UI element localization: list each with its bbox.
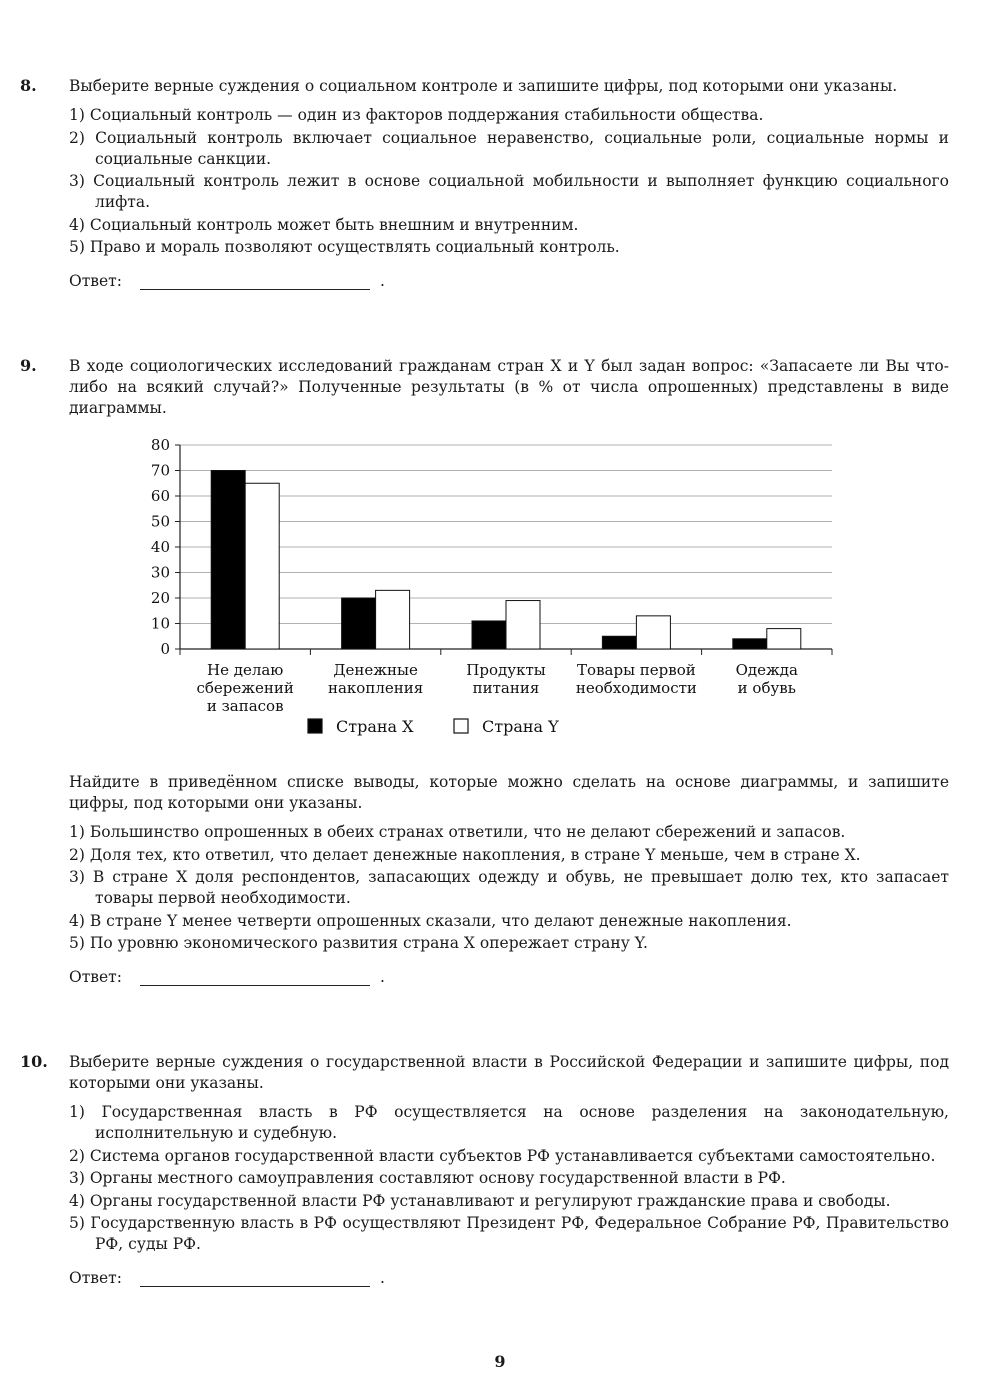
bar-country-y [506,601,540,649]
option-5: 5) Государственную власть в РФ осуществляют Президент РФ, Федеральное Собрание РФ, Правительство РФ, суды РФ. [69,1214,949,1253]
y-tick-label: 40 [150,538,170,556]
bar-country-x [472,621,506,649]
option-2: 2) Доля тех, кто ответил, что делает денежные накопления, в стране Y меньше, чем в стране X. [69,845,861,864]
bar-country-x [342,598,376,649]
answer-dot: . [379,968,385,986]
x-tick-label: питания [472,679,540,697]
answer-dot: . [379,1269,385,1287]
option-1: 1) Большинство опрошенных в обеих странах ответили, что не делают сбережений и запасов. [69,823,846,841]
x-tick-label: и обувь [737,679,796,697]
page-number: 9 [494,1352,506,1371]
y-tick-label: 20 [150,589,170,607]
option-4: 4) Социальный контроль может быть внешним и внутренним. [69,215,579,234]
answer-dot: . [379,272,385,290]
y-tick-label: 50 [150,512,170,531]
y-tick-label: 10 [150,614,170,633]
option-1: 1) Государственная власть в РФ осуществляется на основе разделения на законодательную, исполнительную и судебную. [69,1103,949,1142]
option-4: 4) Органы государственной власти РФ устанавливают и регулируют гражданские права и свободы. [69,1191,891,1210]
answer-label: Ответ: [69,968,122,986]
legend-swatch [454,719,468,733]
bar-country-y [767,629,801,649]
bar-country-x [211,471,245,650]
bar-country-y [245,483,279,649]
legend-label: Страна Y [482,717,559,736]
option-2: 2) Система органов государственной власти субъектов РФ устанавливается субъектами самостоятельно. [69,1146,936,1165]
question-stem: Выберите верные суждения о социальном контроле и запишите цифры, под которыми они указаны. [69,77,898,95]
option-2: 2) Социальный контроль включает социальное неравенство, социальные роли, социальные нормы и социальные санкции. [69,128,949,168]
bar-country-y [376,590,410,649]
options-list [69,1102,949,1255]
bar-chart [130,425,850,755]
answer-field[interactable] [140,1270,370,1287]
y-tick-label: 70 [150,461,170,480]
question-stem: В ходе социологических исследований гражданам стран X и Y был задан вопрос: «Запасаете ли Вы что-либо на всякий случай?» Полученные результаты (в % от числа опрошенных) представлены в виде диаграммы. [69,357,949,417]
x-tick-label: Продукты [466,661,546,679]
y-tick-label: 0 [160,640,170,658]
x-tick-label: Денежные [333,661,418,679]
y-tick-label: 60 [150,487,170,505]
option-3: 3) В стране X доля респондентов, запасающих одежду и обувь, не превышает долю тех, кто запасает товары первой необходимости. [69,868,949,907]
option-5: 5) По уровню экономического развития страна X опережает страну Y. [69,934,648,952]
x-tick-label: сбережений [196,679,294,697]
options-list [69,105,949,258]
bar-country-x [733,639,767,649]
chart-svg [130,425,850,755]
options-list [69,822,949,954]
question-instruction: Найдите в приведённом списке выводы, которые можно сделать на основе диаграммы, и запишите цифры, под которыми они указаны. [69,773,949,812]
question-stem: Выберите верные суждения о государственной власти в Российской Федерации и запишите цифры, под которыми они указаны. [69,1053,949,1092]
y-tick-label: 30 [150,563,170,582]
answer-label: Ответ: [69,1269,122,1287]
option-3: 3) Органы местного самоуправления составляют основу государственной власти в РФ. [69,1169,786,1187]
answer-row [69,968,949,986]
bar-country-x [602,636,636,649]
answer-label: Ответ: [69,272,122,290]
question-number: 10. [20,1052,48,1071]
x-tick-label: Одежда [735,661,798,679]
x-tick-label: Не делаю [207,661,284,679]
x-tick-label: и запасов [206,697,284,715]
legend-swatch [308,719,322,733]
legend-label: Страна X [336,717,414,736]
option-1: 1) Социальный контроль — один из факторов поддержания стабильности общества. [69,106,764,124]
option-3: 3) Социальный контроль лежит в основе социальной мобильности и выполняет функцию социального лифта. [69,172,949,211]
question-number: 9. [20,356,37,375]
option-4: 4) В стране Y менее четверти опрошенных сказали, что делают денежные накопления. [69,911,792,930]
y-tick-label: 80 [150,436,170,454]
answer-row [69,1269,949,1287]
x-tick-label: необходимости [575,679,697,697]
answer-field[interactable] [140,273,370,290]
answer-field[interactable] [140,969,370,986]
x-tick-label: накопления [327,679,424,697]
option-5: 5) Право и мораль позволяют осуществлять социальный контроль. [69,238,620,256]
answer-row [69,272,949,290]
question-number: 8. [20,76,37,95]
x-tick-label: Товары первой [577,661,696,679]
bar-country-y [636,616,670,649]
